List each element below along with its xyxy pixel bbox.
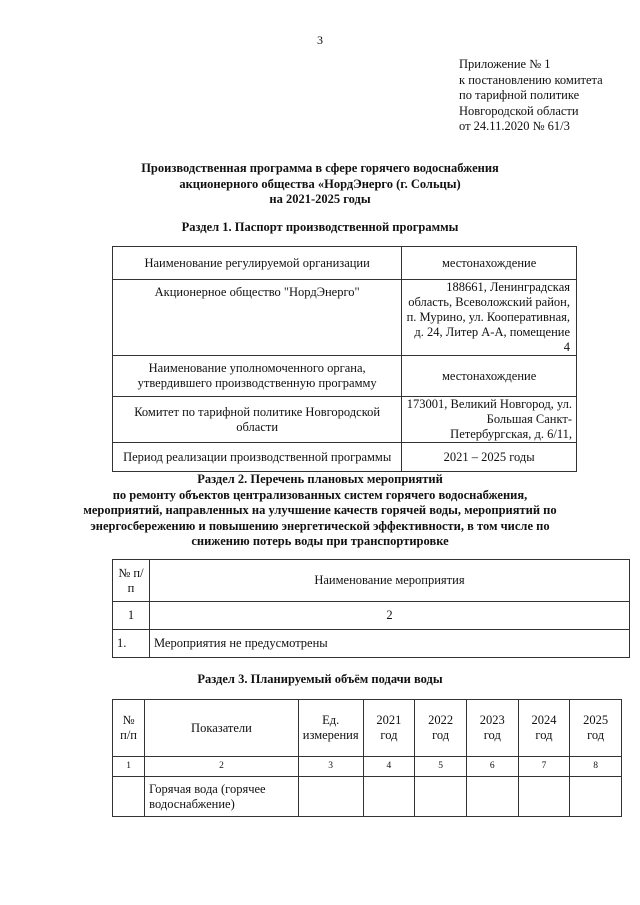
table-cell <box>113 777 145 817</box>
appendix-line: по тарифной политике <box>459 88 580 102</box>
table-row <box>113 443 577 472</box>
table-cell: 5 <box>415 757 467 777</box>
table-cell: 4 <box>363 757 415 777</box>
table-cell: 7 <box>518 757 570 777</box>
table-cell: Мероприятия не предусмотрены <box>149 630 629 658</box>
table-cell: № п/п <box>113 700 145 757</box>
table-cell: 2024 год <box>518 700 570 757</box>
table-cell: 2021 – 2025 годы <box>402 443 577 472</box>
table-row <box>113 247 577 280</box>
table-row <box>113 630 630 658</box>
table-cell: 1. <box>113 630 150 658</box>
appendix-line: Новгородской области <box>459 103 579 118</box>
table-cell: Наименование мероприятия <box>149 560 629 602</box>
appendix-block <box>459 57 603 135</box>
measures-table <box>112 559 630 658</box>
title-line: мероприятий, направленных на улучшение качеств горячей воды, мероприятий по <box>83 503 557 517</box>
table-row <box>113 757 622 777</box>
title-line: Производственная программа в сфере горячего водоснабжения <box>141 161 499 175</box>
table-row <box>113 356 577 397</box>
table-row <box>113 602 630 630</box>
title-line: Раздел 2. Перечень плановых мероприятий <box>197 472 443 486</box>
table-cell <box>570 777 622 817</box>
table-row <box>113 777 622 817</box>
table-cell: 8 <box>570 757 622 777</box>
table-cell <box>298 777 363 817</box>
table-row <box>113 397 577 443</box>
table-row <box>113 560 630 602</box>
table-cell: Комитет по тарифной политике Новгородской области <box>113 397 402 443</box>
table-cell: 1 <box>113 602 150 630</box>
table-cell: 1 <box>113 757 145 777</box>
appendix-line: к постановлению комитета <box>459 72 603 87</box>
document-title <box>90 161 550 208</box>
section1-title: Раздел 1. Паспорт производственной программы <box>181 220 459 234</box>
page-number: 3 <box>317 33 323 47</box>
table-cell: Ед. измерения <box>298 700 363 757</box>
table-cell: 2 <box>149 602 629 630</box>
table-cell: Акционерное общество "НордЭнерго" <box>113 280 402 356</box>
table-cell: 2021 год <box>363 700 415 757</box>
passport-table <box>112 246 577 472</box>
table-cell: 3 <box>298 757 363 777</box>
table-cell: 6 <box>466 757 518 777</box>
table-cell: 2022 год <box>415 700 467 757</box>
table-cell: 188661, Ленинградская область, Всеволожский район, п. Мурино, ул. Кооперативная, д. 24, Литер А-А, помещение 4 <box>402 280 577 356</box>
table-cell: Период реализации производственной программы <box>113 443 402 472</box>
table-cell <box>415 777 467 817</box>
table-cell: 2025 год <box>570 700 622 757</box>
table-cell: Наименование регулируемой организации <box>113 247 402 280</box>
appendix-line: от 24.11.2020 № 61/3 <box>459 119 570 133</box>
table-cell: 2023 год <box>466 700 518 757</box>
table-cell: местонахождение <box>402 356 577 397</box>
title-line: на 2021-2025 годы <box>269 192 371 206</box>
title-line: акционерного общества «НордЭнерго (г. Сольцы) <box>179 176 461 191</box>
table-cell: Наименование уполномоченного органа, утвердившего производственную программу <box>113 356 402 397</box>
section2-title <box>60 472 580 550</box>
section3-title: Раздел 3. Планируемый объём подачи воды <box>197 672 443 686</box>
table-cell <box>466 777 518 817</box>
title-line: снижению потерь воды при транспортировке <box>191 534 449 548</box>
table-cell: местонахождение <box>402 247 577 280</box>
table-cell <box>363 777 415 817</box>
table-cell: 2 <box>145 757 299 777</box>
water-supply-table <box>112 699 622 817</box>
table-row <box>113 700 622 757</box>
title-line: по ремонту объектов централизованных систем горячего водоснабжения, <box>112 487 528 502</box>
table-row <box>113 280 577 356</box>
table-cell: Показатели <box>145 700 299 757</box>
title-line: энергосбережению и повышению энергетической эффективности, в том числе по <box>90 518 550 533</box>
table-cell: Горячая вода (горячее водоснабжение) <box>145 777 299 817</box>
appendix-line: Приложение № 1 <box>459 57 551 71</box>
table-cell: 173001, Великий Новгород, ул. Большая Санкт-Петербургская, д. 6/11, <box>402 397 577 443</box>
table-cell: № п/п <box>113 560 150 602</box>
table-cell <box>518 777 570 817</box>
